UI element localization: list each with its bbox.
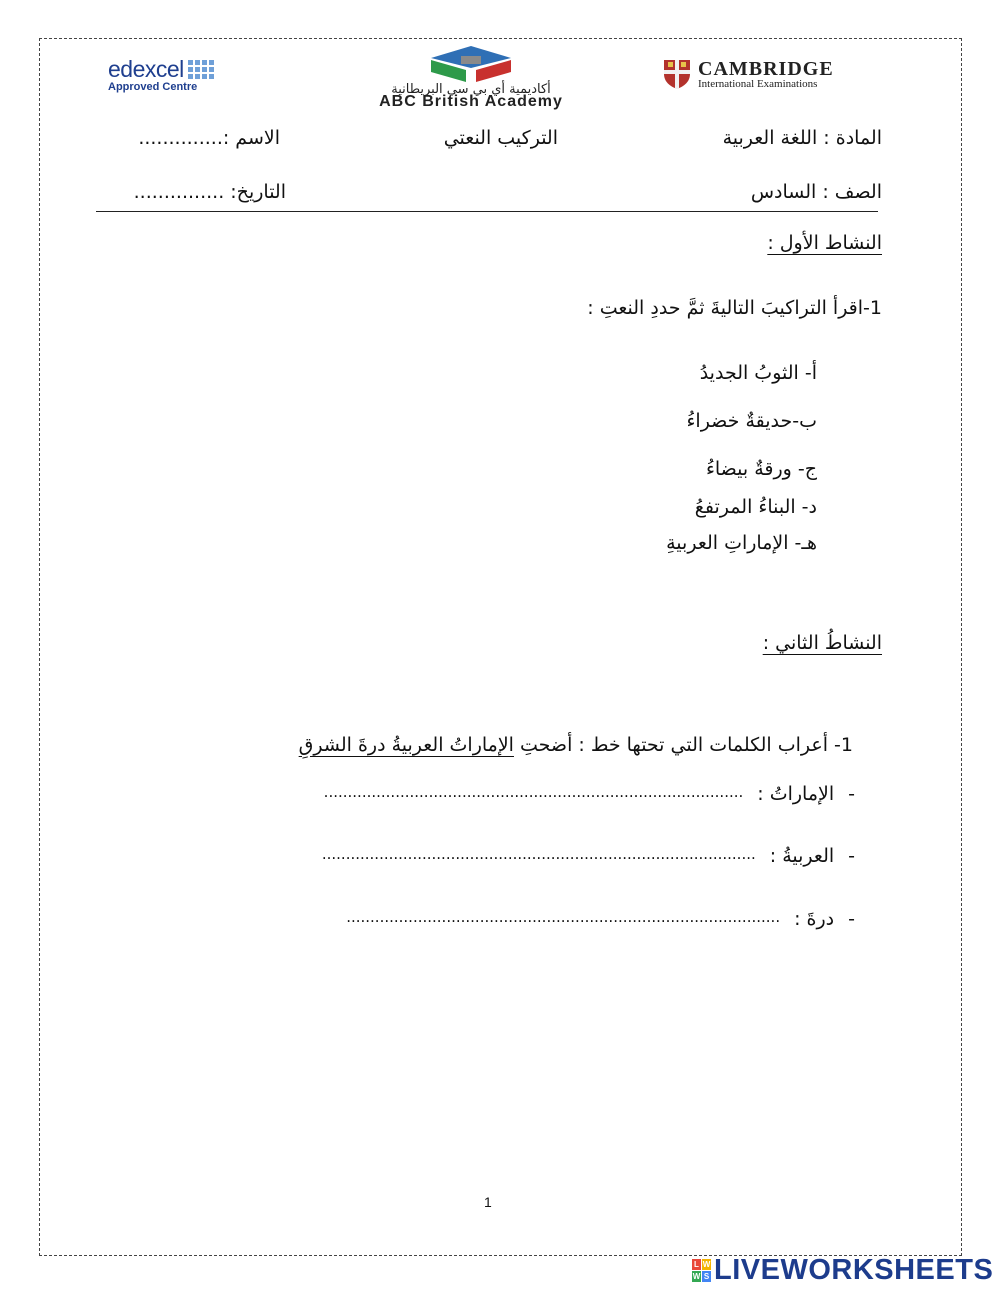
list-item: أ- الثوبُ الجديدُ bbox=[699, 362, 817, 384]
answer-dash: - bbox=[848, 908, 855, 930]
cambridge-logo bbox=[662, 58, 834, 90]
answer-blank[interactable]: ........................................................................................... bbox=[346, 908, 781, 926]
answer-word: الإماراتُ : bbox=[757, 783, 835, 805]
list-item: ج- ورقةٌ بيضاءُ bbox=[705, 458, 817, 480]
cambridge-subtitle: International Examinations bbox=[698, 78, 818, 90]
underlined-sentence: الإماراتُ العربيةُ درةَ الشرقِ bbox=[298, 734, 514, 756]
abc-emblem-icon bbox=[416, 44, 526, 84]
list-item: ب-حديقةٌ خضراءُ bbox=[686, 410, 817, 432]
answer-row bbox=[346, 908, 855, 930]
liveworksheets-brand bbox=[692, 1254, 993, 1287]
edexcel-wordmark: edexcel bbox=[108, 56, 184, 82]
activity1-title: النشاط الأول : bbox=[767, 232, 882, 254]
name-field[interactable]: الاسم :.............. bbox=[138, 127, 280, 149]
liveworksheets-badge-icon: L W W S bbox=[692, 1260, 711, 1281]
answer-blank[interactable]: ........................................................................................ bbox=[323, 783, 744, 801]
activity2-title: النشاطُ الثاني : bbox=[762, 632, 882, 654]
topic-title: التركيب النعتي bbox=[443, 127, 558, 149]
edexcel-subtitle: Approved Centre bbox=[108, 81, 198, 93]
answer-blank[interactable]: ........................................................................................... bbox=[321, 845, 756, 863]
answer-word: درةَ : bbox=[794, 908, 835, 930]
activity1-instruction: 1-اقرأ التراكيبَ التاليةَ ثمَّ حددِ النعتِ : bbox=[587, 297, 882, 319]
answer-row bbox=[322, 845, 855, 867]
activity2-instruction bbox=[299, 734, 853, 756]
abc-english-name: ABC British Academy bbox=[379, 93, 563, 110]
abc-arabic-name: أكاديمية أي بي سي البريطانية bbox=[391, 82, 551, 97]
subject-label: المادة : اللغة العربية bbox=[722, 127, 882, 149]
instruction-text: 1- أعراب الكلمات التي تحتها خط : أضحتِ bbox=[513, 734, 853, 756]
answer-row bbox=[324, 783, 855, 805]
header-divider bbox=[96, 211, 878, 212]
answer-word: العربيةُ : bbox=[769, 845, 835, 867]
edexcel-logo bbox=[108, 56, 214, 93]
list-item: د- البناءُ المرتفعُ bbox=[694, 496, 817, 518]
liveworksheets-wordmark: LIVEWORKSHEETS bbox=[714, 1254, 994, 1286]
grade-label: الصف : السادس bbox=[750, 181, 882, 203]
page-number: 1 bbox=[484, 1194, 492, 1210]
answer-dash: - bbox=[848, 783, 855, 805]
date-field[interactable]: التاريخ: ............... bbox=[133, 181, 286, 203]
edexcel-dots-icon bbox=[188, 60, 214, 79]
answer-dash: - bbox=[848, 845, 855, 867]
cambridge-shield-icon bbox=[662, 58, 692, 90]
abc-academy-logo bbox=[330, 44, 612, 111]
cambridge-title: CAMBRIDGE bbox=[698, 58, 834, 80]
list-item: هـ- الإماراتِ العربيةِ bbox=[666, 532, 817, 554]
